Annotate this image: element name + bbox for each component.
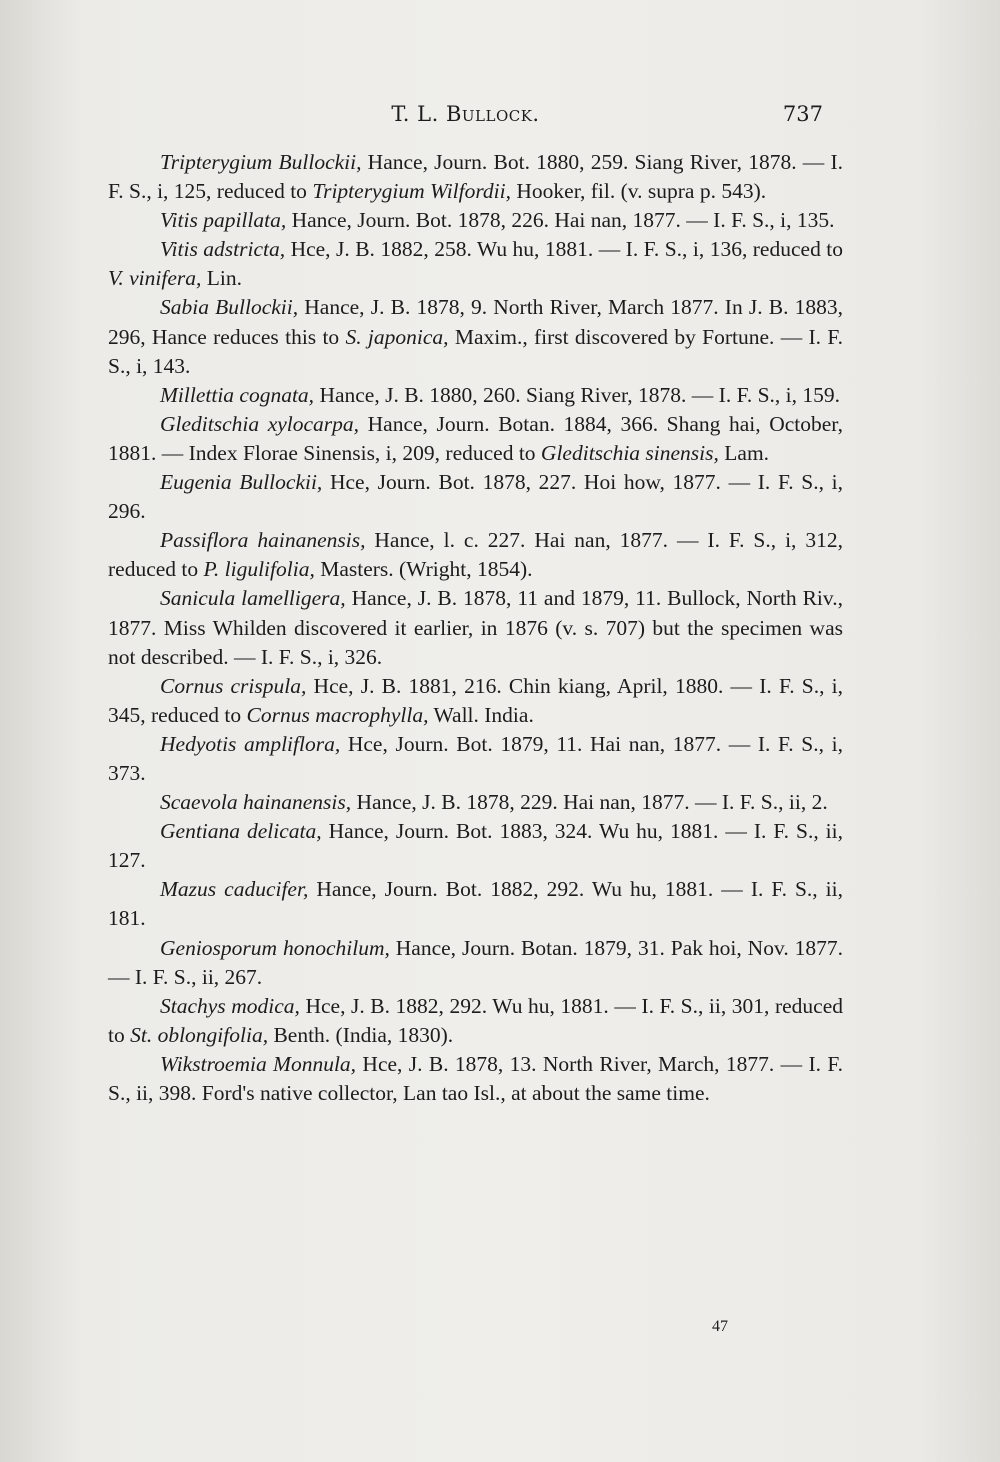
entry-text: Hance, J. B. 1878, 11 and 1879, 11. Bullock, North Riv., 1877. Miss Whilden discovered it earlier, in 1876 (v. s. 707) but the specimen was not described. — I. F. S., i, 326.	[108, 586, 843, 669]
entry-text: Lam.	[718, 440, 770, 465]
entry	[108, 468, 843, 526]
species-name: St. oblongifolia,	[130, 1022, 269, 1047]
page-number: 737	[782, 102, 823, 126]
species-name: Tripterygium Wilfordii,	[312, 179, 512, 204]
entry-text: Hce, J. B. 1882, 292. Wu hu, 1881. — I. F. S., ii, 301, reduced to	[108, 993, 844, 1047]
species-name: P. ligulifolia,	[203, 557, 315, 582]
entry	[108, 235, 843, 293]
entry-text: Hce, J. B. 1882, 258. Wu hu, 1881. — I. F. S., i, 136, reduced to	[285, 237, 843, 262]
entry	[108, 817, 843, 875]
entry-text: Hce, Journ. Bot. 1879, 11. Hai nan, 1877. — I. F. S., i, 373.	[108, 731, 843, 785]
species-name: V. vinifera,	[108, 266, 202, 291]
entry	[108, 992, 843, 1050]
entry-text: Hce, Journ. Bot. 1878, 227. Hoi how, 1877. — I. F. S., i, 296.	[108, 470, 843, 524]
species-name: Mazus caducifer,	[160, 877, 309, 902]
species-name: Cornus macrophylla,	[246, 702, 429, 727]
species-name: Sanicula lamelligera,	[160, 586, 346, 611]
entry-text: Wall. India.	[428, 702, 534, 727]
species-name: Gleditschia xylocarpa,	[160, 411, 360, 436]
species-name: Cornus crispula,	[160, 673, 307, 698]
entry	[108, 672, 843, 730]
species-name: Geniosporum honochilum,	[160, 935, 390, 960]
entry-text: Hance, J. B. 1880, 260. Siang River, 1878. — I. F. S., i, 159.	[314, 382, 841, 407]
body-text	[108, 148, 843, 1108]
entry-text: Maxim., first discovered by Fortune. — I. F. S., i, 143.	[108, 324, 843, 378]
entry-text: Hance, Journ. Bot. 1882, 292. Wu hu, 1881. — I. F. S., ii, 181.	[108, 877, 844, 931]
species-name: Vitis papillata,	[160, 208, 287, 233]
entry	[108, 730, 843, 788]
running-head-author: T. L. Bullock.	[391, 102, 540, 126]
entry-text: Hance, Journ. Bot. 1880, 259. Siang River, 1878. — I. F. S., i, 125, reduced to	[108, 150, 843, 204]
entry-text: Hance, l. c. 227. Hai nan, 1877. — I. F. S., i, 312, reduced to	[108, 528, 843, 582]
entry	[108, 1050, 843, 1108]
running-head	[108, 102, 823, 132]
species-name: Millettia cognata,	[160, 382, 315, 407]
species-name: Scaevola hainanensis,	[160, 790, 352, 815]
entry-text: Hance, J. B. 1878, 9. North River, March 1877. In J. B. 1883, 296, Hance reduces this to	[108, 295, 844, 349]
entry-text: Benth. (India, 1830).	[268, 1022, 454, 1047]
entry-text: Hance, Journ. Botan. 1884, 366. Shang hai, October, 1881. — Index Florae Sinensis, i, 209, reduced to	[108, 411, 843, 465]
entry	[108, 381, 843, 410]
entry-text: Hance, Journ. Botan. 1879, 31. Pak hoi, Nov. 1877. — I. F. S., ii, 267.	[108, 935, 843, 989]
entry	[108, 584, 843, 671]
entry-text: Hce, J. B. 1878, 13. North River, March, 1877. — I. F. S., ii, 398. Ford's native collector, Lan tao Isl., at about the same time.	[108, 1051, 843, 1105]
species-name: Eugenia Bullockii,	[160, 470, 323, 495]
species-name: Tripterygium Bullockii,	[160, 150, 362, 174]
entry	[108, 148, 843, 206]
entry-text: Hance, J. B. 1878, 229. Hai nan, 1877. — I. F. S., ii, 2.	[351, 790, 828, 815]
entry	[108, 875, 843, 933]
entry	[108, 410, 843, 468]
species-name: Gleditschia sinensis,	[540, 440, 719, 465]
entry	[108, 934, 843, 992]
species-name: Passiflora hainanensis,	[160, 528, 366, 553]
entry	[108, 788, 843, 817]
entry-text: Hance, Journ. Bot. 1883, 324. Wu hu, 1881. — I. F. S., ii, 127.	[108, 819, 843, 873]
entry-text: Lin.	[201, 266, 242, 291]
entry-text: Masters. (Wright, 1854).	[314, 557, 533, 582]
signature-mark: 47	[712, 1318, 728, 1335]
entry-text: Hooker, fil. (v. supra p. 543).	[511, 179, 767, 204]
species-name: Sabia Bullockii,	[160, 295, 299, 320]
species-name: Stachys modica,	[160, 993, 300, 1018]
species-name: Gentiana delicata,	[160, 819, 322, 844]
species-name: Hedyotis ampliflora,	[160, 731, 341, 756]
species-name: Wikstroemia Monnula,	[160, 1051, 357, 1076]
species-name: S. japonica,	[345, 324, 449, 349]
entry-text: Hance, Journ. Bot. 1878, 226. Hai nan, 1877. — I. F. S., i, 135.	[286, 208, 835, 233]
entry	[108, 206, 843, 235]
entry	[108, 526, 843, 584]
species-name: Vitis adstricta,	[160, 237, 286, 262]
entry-text: Hce, J. B. 1881, 216. Chin kiang, April, 1880. — I. F. S., i, 345, reduced to	[108, 673, 843, 727]
entry	[108, 293, 843, 380]
